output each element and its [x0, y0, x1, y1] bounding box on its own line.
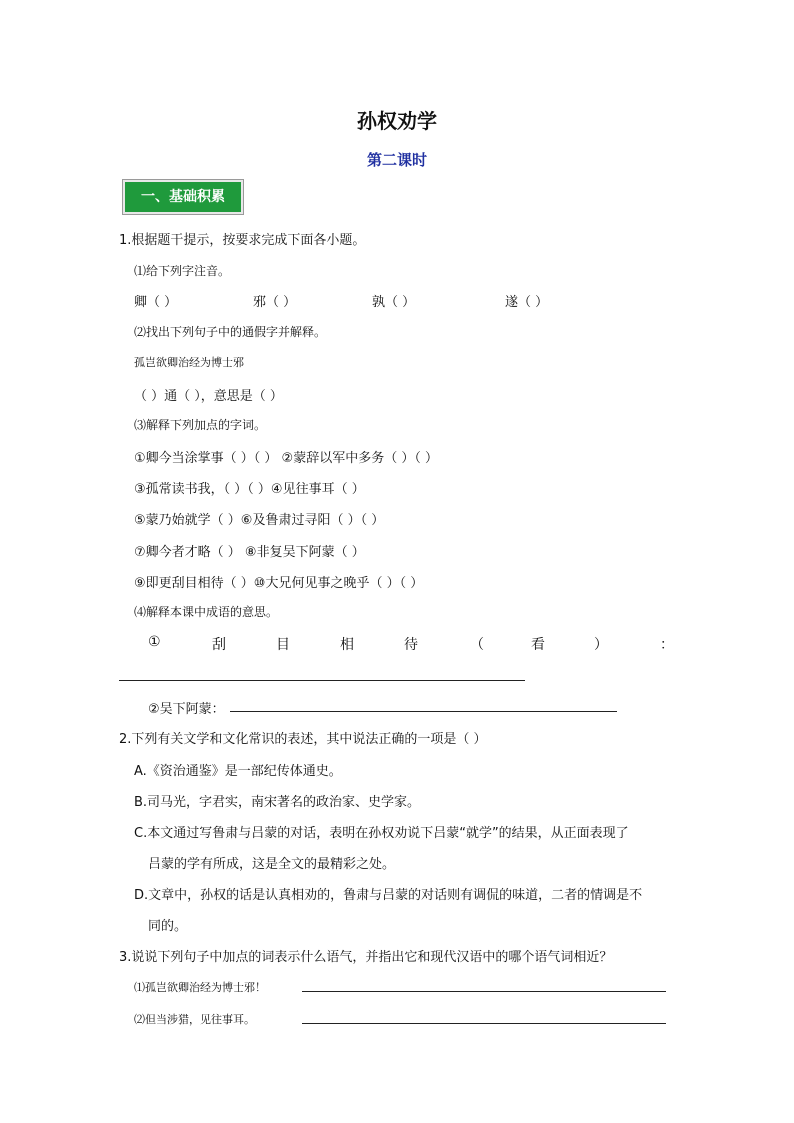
section-heading-basics: 一、基础积累	[123, 180, 243, 214]
idiom-1-char: 待	[404, 637, 418, 653]
pinyin-item-2: 邪（ ）	[253, 295, 297, 310]
idiom-1-char: （	[470, 637, 484, 653]
pinyin-item-1: 卿（ ）	[134, 295, 178, 310]
question-1-stem: 1.根据题干提示，按要求完成下面各小题。	[119, 233, 366, 248]
q1-part3-line: ⑨即更刮目相待（ ）⑩大兄何见事之晚乎（ ）（ ）	[134, 576, 424, 591]
q1-part2-sentence: 孤岂欲卿治经为博士邪	[134, 356, 244, 369]
idiom-1-char: 看	[531, 637, 545, 653]
q2-option-d: D.文章中，孙权的话是认真相劝的，鲁肃与吕蒙的对话则有调侃的味道，二者的情调是不	[134, 888, 643, 903]
q3-sentence-1: ⑴孤岂欲卿治经为博士邪！	[134, 981, 266, 994]
q1-part3-line: ⑤蒙乃始就学（ ）⑥及鲁肃过寻阳（ ）（ ）	[134, 513, 385, 528]
answer-line[interactable]	[302, 991, 666, 992]
answer-line[interactable]	[119, 680, 525, 681]
q1-part3-line: ⑦卿今者才略（ ） ⑧非复吴下阿蒙（ ）	[134, 545, 365, 560]
q2-option-c: C.本文通过写鲁肃与吕蒙的对话，表明在孙权劝说下吕蒙“就学”的结果，从正面表现了	[134, 826, 629, 841]
idiom-1-char: 相	[340, 637, 354, 653]
q1-part3-prompt: ⑶解释下列加点的字词。	[134, 418, 267, 432]
idiom-1-char: 目	[276, 637, 290, 653]
answer-line[interactable]	[230, 711, 617, 712]
q2-option-a: A.《资治通鉴》是一部纪传体通史。	[134, 764, 342, 779]
idiom-2-label: ②吴下阿蒙：	[148, 702, 225, 717]
idiom-1-char: ：	[660, 637, 674, 653]
q1-part2-answer-blank: （ ）通（ ），意思是（ ）	[134, 389, 283, 404]
pinyin-item-4: 遂（ ）	[505, 295, 549, 310]
q1-part3-line: ①卿今当涂掌事（ ）（ ） ②蒙辞以军中多务（ ）（ ）	[134, 451, 438, 466]
q2-option-b: B.司马光，字君实，南宋著名的政治家、史学家。	[134, 795, 421, 810]
idiom-1-char: ①	[148, 634, 161, 650]
page-subtitle: 第二课时	[366, 151, 427, 169]
q1-part2-prompt: ⑵找出下列句子中的通假字并解释。	[134, 325, 327, 339]
q1-part3-line: ③孤常读书我，（ ）（ ）④见往事耳（ ）	[134, 482, 365, 497]
idiom-1-char: 刮	[212, 637, 226, 653]
q2-option-d-cont: 同的。	[148, 919, 188, 934]
pinyin-item-3: 孰（ ）	[372, 295, 416, 310]
question-3-stem: 3.说说下列句子中加点的词表示什么语气，并指出它和现代汉语中的哪个语气词相近？	[119, 950, 613, 965]
q1-part1-prompt: ⑴给下列字注音。	[134, 264, 231, 278]
idiom-1-char: ）	[594, 637, 608, 653]
q3-sentence-2: ⑵但当涉猎，见往事耳。	[134, 1013, 255, 1026]
question-2-stem: 2.下列有关文学和文化常识的表述，其中说法正确的一项是（ ）	[119, 732, 487, 747]
q2-option-c-cont: 吕蒙的学有所成，这是全文的最精彩之处。	[148, 857, 396, 872]
answer-line[interactable]	[302, 1023, 666, 1024]
q1-part4-prompt: ⑷解释本课中成语的意思。	[134, 605, 279, 619]
page-title: 孙权劝学	[357, 109, 437, 133]
